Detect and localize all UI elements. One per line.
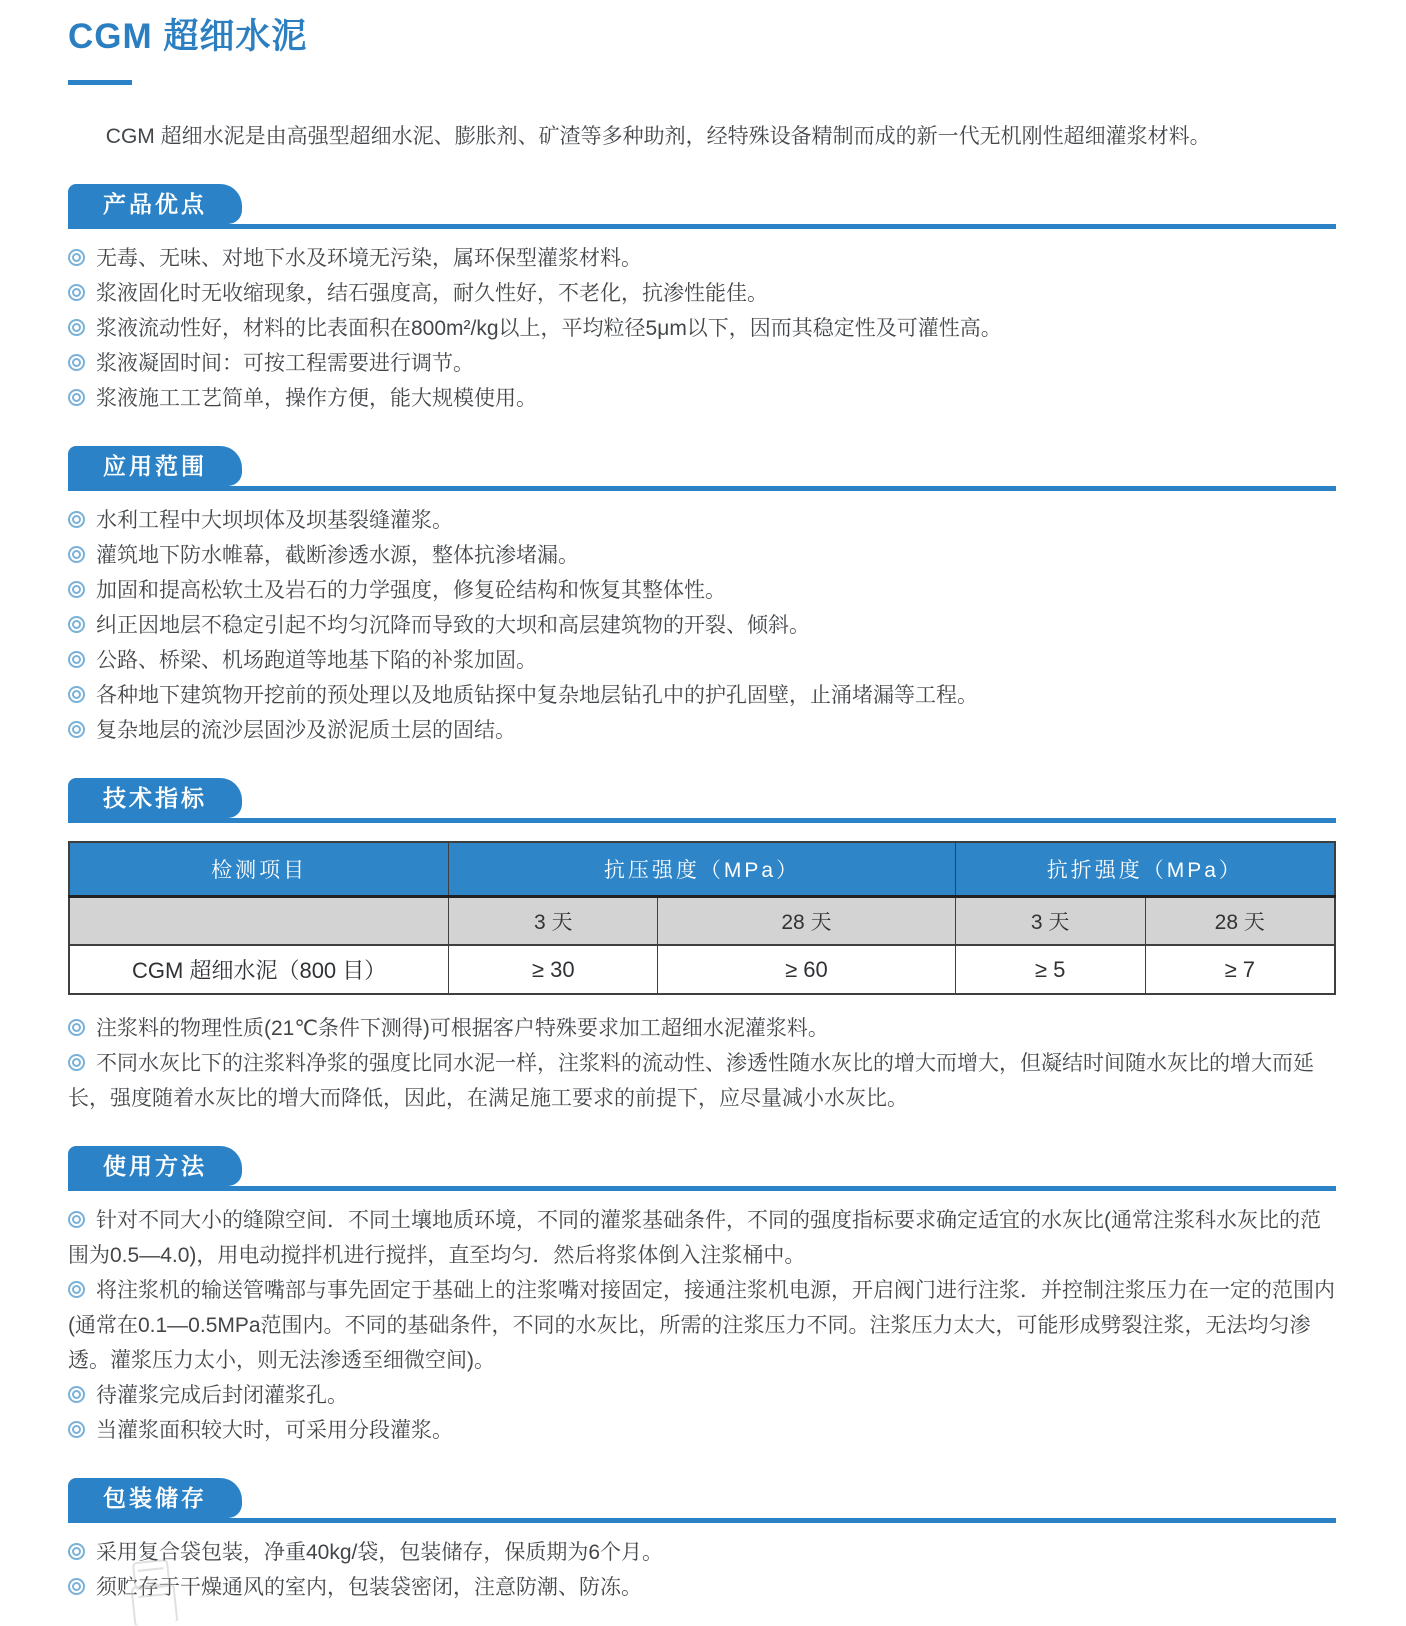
bullseye-bullet-icon [68,581,85,598]
subheader-3d: 3 天 [449,897,658,946]
watermark-graphic [119,1556,195,1626]
section-tab-specifications: 技术指标 [68,778,242,818]
section-applications [68,446,1336,748]
list-item-text: 复杂地层的流沙层固沙及淤泥质土层的固结。 [96,719,516,742]
bullseye-bullet-icon [68,1019,85,1036]
title-underline [68,80,132,85]
advantages-list [68,241,1336,416]
bullseye-bullet-icon [68,284,85,301]
bullseye-bullet-icon [68,249,85,266]
list-item [68,1046,1336,1116]
list-item [68,503,1336,538]
bullseye-bullet-icon [68,546,85,563]
bullseye-bullet-icon [68,686,85,703]
list-item-text: 当灌浆面积较大时，可采用分段灌浆。 [96,1419,453,1442]
list-item [68,1273,1336,1378]
list-item [68,1413,1336,1448]
list-item [68,1535,1336,1570]
row-label: CGM 超细水泥（800 目） [69,945,449,994]
bullseye-bullet-icon [68,354,85,371]
list-item [68,1203,1336,1273]
list-item [68,538,1336,573]
section-advantages [68,184,1336,416]
list-item-text: 浆液施工工艺简单，操作方便，能大规模使用。 [96,387,537,410]
list-item-text: 纠正因地层不稳定引起不均匀沉降而导致的大坝和高层建筑物的开裂、倾斜。 [96,614,810,637]
list-item [68,608,1336,643]
list-item [68,1378,1336,1413]
storage-list [68,1535,1336,1605]
page-title: CGM 超细水泥 [68,17,308,56]
list-item [68,346,1336,381]
list-item-text: 水利工程中大坝坝体及坝基裂缝灌浆。 [96,509,453,532]
list-item-text: 浆液流动性好，材料的比表面积在800m²/kg以上，平均粒径5μm以下，因而其稳定性及可灌性高。 [96,317,1002,340]
bullseye-bullet-icon [68,1543,85,1560]
table-header-row [69,842,1335,897]
value-cell: ≥ 7 [1145,945,1335,994]
bullseye-bullet-icon [68,1421,85,1438]
section-storage [68,1478,1336,1605]
section-tab-advantages: 产品优点 [68,184,242,224]
list-item-text: 公路、桥梁、机场跑道等地基下陷的补浆加固。 [96,649,537,672]
empty-cell [69,897,449,946]
bullseye-bullet-icon [68,616,85,633]
section-usage [68,1146,1336,1448]
column-header-flexural: 抗折强度（MPa） [955,842,1335,897]
section-tab-usage: 使用方法 [68,1146,242,1186]
list-item-text: 采用复合袋包装，净重40kg/袋，包装储存，保质期为6个月。 [96,1541,664,1564]
list-item-text: 浆液固化时无收缩现象，结石强度高，耐久性好，不老化，抗渗性能佳。 [96,282,768,305]
section-specifications [68,778,1336,1116]
list-item [68,381,1336,416]
spec-table [68,841,1336,995]
bullseye-bullet-icon [68,1281,85,1298]
bullseye-bullet-icon [68,389,85,406]
list-item [68,276,1336,311]
table-data-row [69,945,1335,994]
bullseye-bullet-icon [68,1386,85,1403]
section-header [68,1146,1336,1191]
section-header [68,446,1336,491]
list-item-text: 不同水灰比下的注浆料净浆的强度比同水泥一样，注浆料的流动性、渗透性随水灰比的增大而增大，但凝结时间随水灰比的增大而延长，强度随着水灰比的增大而降低，因此，在满足施工要求的前提下，应尽量减小水灰比。 [68,1052,1314,1110]
list-item [68,311,1336,346]
list-item-text: 待灌浆完成后封闭灌浆孔。 [96,1384,348,1407]
bullseye-bullet-icon [68,1054,85,1071]
bullseye-bullet-icon [68,1211,85,1228]
list-item [68,1011,1336,1046]
value-cell: ≥ 5 [955,945,1145,994]
list-item [68,713,1336,748]
applications-list [68,503,1336,748]
subheader-28d: 28 天 [658,897,956,946]
list-item [68,241,1336,276]
subheader-3d: 3 天 [955,897,1145,946]
bullseye-bullet-icon [68,319,85,336]
table-subheader-row [69,897,1335,946]
column-header-test-item: 检测项目 [69,842,449,897]
list-item-text: 浆液凝固时间：可按工程需要进行调节。 [96,352,474,375]
value-cell: ≥ 30 [449,945,658,994]
section-header [68,184,1336,229]
bullseye-bullet-icon [68,511,85,528]
list-item-text: 加固和提高松软土及岩石的力学强度，修复砼结构和恢复其整体性。 [96,579,726,602]
column-header-compressive: 抗压强度（MPa） [449,842,955,897]
usage-list [68,1203,1336,1448]
list-item-text: 无毒、无味、对地下水及环境无污染，属环保型灌浆材料。 [96,247,642,270]
list-item [68,678,1336,713]
bullseye-bullet-icon [68,721,85,738]
section-header [68,778,1336,823]
bullseye-bullet-icon [68,1578,85,1595]
value-cell: ≥ 60 [658,945,956,994]
section-tab-applications: 应用范围 [68,446,242,486]
spec-notes-list [68,1011,1336,1116]
list-item-text: 须贮存于干燥通风的室内，包装袋密闭，注意防潮、防冻。 [96,1576,642,1599]
list-item-text: 注浆料的物理性质(21℃条件下测得)可根据客户特殊要求加工超细水泥灌浆料。 [96,1017,829,1040]
intro-paragraph: CGM 超细水泥是由高强型超细水泥、膨胀剂、矿渣等多种助剂，经特殊设备精制而成的新一代无机刚性超细灌浆材料。 [105,125,1211,148]
bullseye-bullet-icon [68,651,85,668]
subheader-28d: 28 天 [1145,897,1335,946]
list-item-text: 针对不同大小的缝隙空间．不同土壤地质环境，不同的灌浆基础条件，不同的强度指标要求确定适宜的水灰比(通常注浆科水灰比的范围为0.5—4.0)，用电动搅拌机进行搅拌，直至均匀．然后将浆体倒入注浆桶中。 [68,1209,1321,1267]
list-item-text: 各种地下建筑物开挖前的预处理以及地质钻探中复杂地层钻孔中的护孔固壁，止涌堵漏等工程。 [96,684,978,707]
list-item-text: 灌筑地下防水帷幕，截断渗透水源，整体抗渗堵漏。 [96,544,579,567]
list-item [68,643,1336,678]
list-item-text: 将注浆机的输送管嘴部与事先固定于基础上的注浆嘴对接固定，接通注浆机电源，开启阀门进行注浆．并控制注浆压力在一定的范围内(通常在0.1—0.5MPa范围内。不同的基础条件，不同的水灰比，所需的注浆压力不同。注浆压力太大，可能形成劈裂注浆，无法均匀渗透。灌浆压力太小，则无法渗透至细微空间)。 [68,1279,1335,1372]
section-tab-storage: 包装储存 [68,1478,242,1518]
list-item [68,573,1336,608]
section-header [68,1478,1336,1523]
